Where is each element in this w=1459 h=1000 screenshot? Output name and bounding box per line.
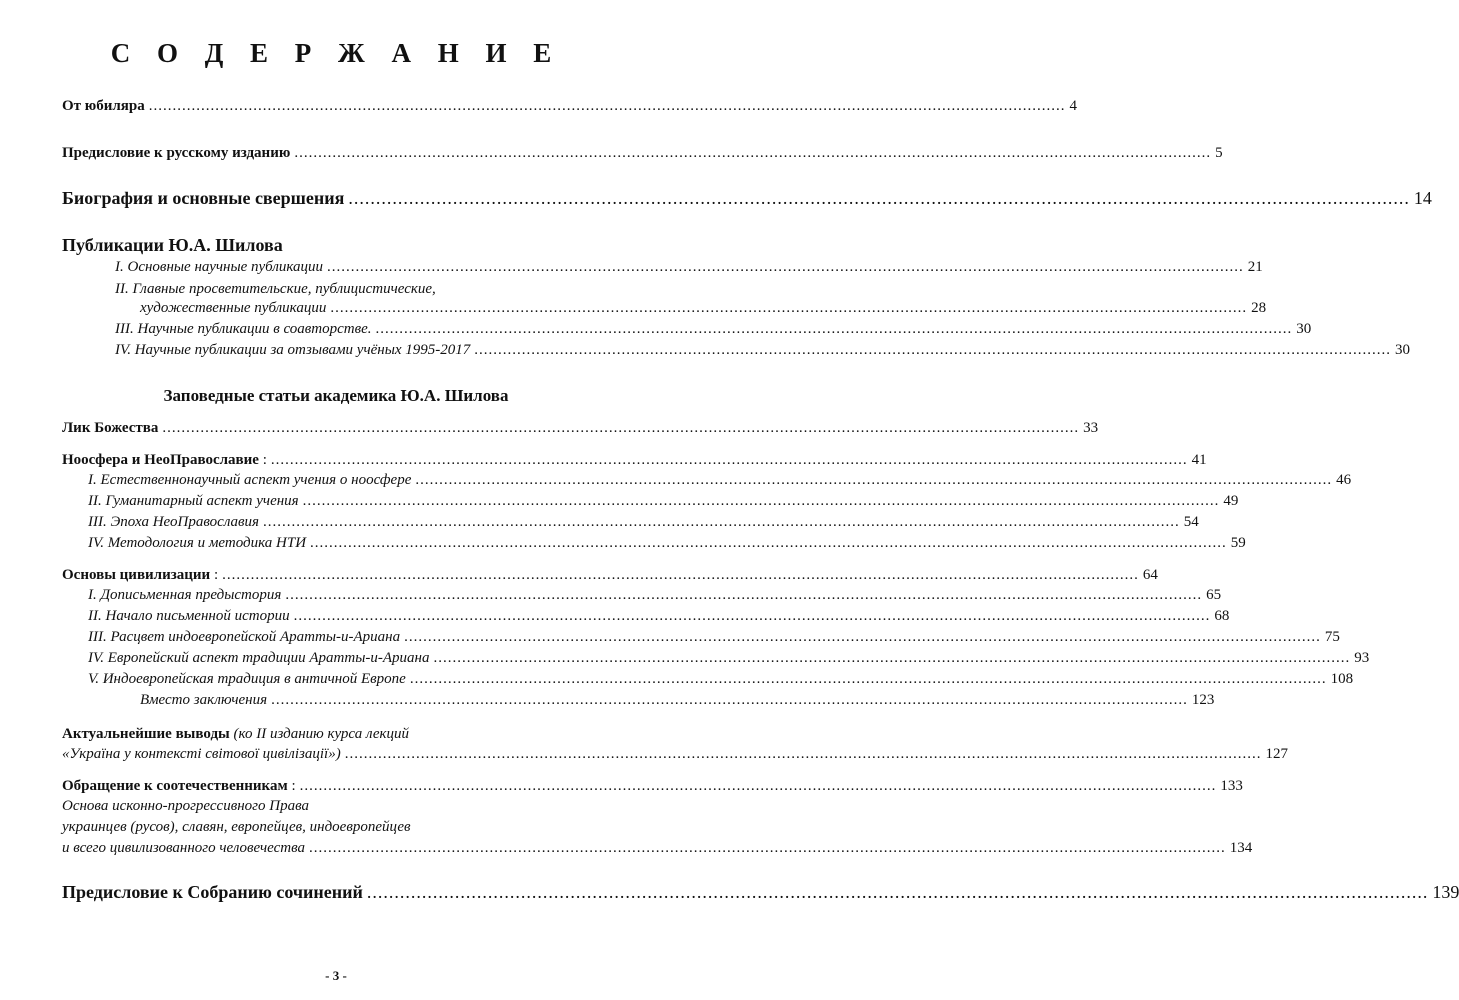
dot-leader: ................................................................................................................................................................................................. <box>415 472 1333 488</box>
entry-label: Предисловие к русскому изданию <box>62 145 291 161</box>
entry-page: 5 <box>1215 145 1223 161</box>
entry-label: Основы цивилизации <box>62 567 211 583</box>
entry-label: I. Естественнонаучный аспект учения о ноосфере <box>88 472 412 488</box>
entry-page: 30 <box>1395 342 1411 358</box>
page-title: С О Д Е Р Ж А Н И Е <box>110 38 562 68</box>
entry-page: 68 <box>1214 608 1230 624</box>
dot-leader: ................................................................................................................................................................................................. <box>327 259 1244 275</box>
section-title-publications: Публикации Ю.А. Шилова <box>62 235 283 255</box>
entry-label: Актуальнейшие выводы <box>62 726 230 742</box>
entry-page: 108 <box>1330 671 1354 687</box>
entry-label: IV. Европейский аспект традиции Аратты-и-Ариана <box>88 650 430 666</box>
entry-label: Ноосфера и НеоПравославие <box>62 452 259 468</box>
entry-label: От юбиляра <box>62 98 145 114</box>
dot-leader: ................................................................................................................................................................................................. <box>404 629 1321 645</box>
toc-entry <box>88 472 1352 489</box>
entry-label: и всего цивилизованного человечества <box>62 840 306 856</box>
entry-page: 134 <box>1229 840 1253 856</box>
entry-suffix: : <box>210 567 219 583</box>
entry-label: художественные публикации <box>140 300 327 316</box>
entry-page: 14 <box>1413 188 1432 208</box>
dot-leader: ................................................................................................................................................................................................. <box>294 145 1212 161</box>
toc-entry <box>115 321 1312 338</box>
entry-page: 49 <box>1223 493 1239 509</box>
toc-entry <box>62 452 1207 469</box>
entry-label: II. Главные просветительские, публицистические, <box>115 281 436 297</box>
entry-page: 65 <box>1206 587 1222 603</box>
entry-label: Вместо заключения <box>140 692 268 708</box>
dot-leader: ................................................................................................................................................................................................. <box>302 493 1220 509</box>
toc-entry <box>62 778 1243 795</box>
toc-entry <box>62 840 1253 857</box>
entry-label: Обращение к соотечественникам <box>62 778 288 794</box>
entry-page: 54 <box>1183 514 1199 530</box>
dot-leader: ................................................................................................................................................................................................. <box>299 778 1217 794</box>
dot-leader: ................................................................................................................................................................................................. <box>293 608 1211 624</box>
dot-leader: ................................................................................................................................................................................................. <box>148 98 1066 114</box>
toc-entry <box>115 259 1263 276</box>
section-heading: Заповедные статьи академика Ю.А. Шилова <box>163 386 509 405</box>
entry-label: II. Гуманитарный аспект учения <box>88 493 299 509</box>
toc-entry <box>88 671 1354 688</box>
dot-leader: ................................................................................................................................................................................................. <box>366 882 1429 902</box>
entry-page: 59 <box>1230 535 1246 551</box>
entry-label: Биография и основные свершения <box>62 188 345 208</box>
entry-label: III. Эпоха НеоПравославия <box>88 514 260 530</box>
entry-subtitle: (ко II изданию курса лекций <box>233 726 410 742</box>
entry-page: 139 <box>1432 882 1459 902</box>
toc-entry <box>88 629 1340 646</box>
dot-leader: ................................................................................................................................................................................................. <box>162 420 1080 436</box>
toc-entry <box>88 493 1239 510</box>
entry-suffix: : <box>258 452 267 468</box>
entry-page: 4 <box>1069 98 1078 114</box>
dot-leader: ................................................................................................................................................................................................. <box>263 514 1180 530</box>
entry-label: Основа исконно-прогрессивного Права <box>62 798 309 814</box>
entry-label: II. Начало письменной истории <box>88 608 290 624</box>
toc-entry <box>62 188 1432 209</box>
toc-entry <box>88 535 1246 552</box>
entry-page: 75 <box>1324 629 1340 645</box>
entry-page: 127 <box>1265 746 1288 762</box>
toc-entry <box>62 420 1099 437</box>
toc-entry <box>62 882 1459 903</box>
entry-label: V. Индоевропейская традиция в античной Европе <box>88 671 406 687</box>
toc-entry <box>115 342 1411 359</box>
entry-page: 30 <box>1296 321 1312 337</box>
dot-leader: ................................................................................................................................................................................................. <box>348 188 1410 208</box>
entry-label: IV. Научные публикации за отзывами учёных 1995-2017 <box>115 342 471 358</box>
entry-label: III. Расцвет индоевропейской Аратты-и-Ариана <box>88 629 401 645</box>
entry-label: IV. Методология и методика НТИ <box>88 535 307 551</box>
entry-page: 41 <box>1191 452 1207 468</box>
entry-page: 28 <box>1251 300 1267 316</box>
entry-page: 93 <box>1354 650 1370 666</box>
dot-leader: ................................................................................................................................................................................................. <box>409 671 1327 687</box>
dot-leader: ................................................................................................................................................................................................. <box>375 321 1293 337</box>
entry-page: 64 <box>1142 567 1158 583</box>
toc-entry <box>140 300 1267 317</box>
entry-label: Предисловие к Собранию сочинений <box>62 882 363 902</box>
toc-entry <box>140 692 1215 709</box>
dot-leader: ................................................................................................................................................................................................. <box>474 342 1392 358</box>
page-number: - 3 - <box>325 968 347 983</box>
toc-entry <box>62 145 1223 162</box>
toc-entry-line <box>62 726 409 743</box>
dot-leader: ................................................................................................................................................................................................. <box>271 692 1188 708</box>
entry-label: I. Дописьменная предыстория <box>88 587 282 603</box>
dot-leader: ................................................................................................................................................................................................. <box>270 452 1188 468</box>
toc-entry <box>62 746 1288 763</box>
dot-leader: ................................................................................................................................................................................................. <box>433 650 1351 666</box>
dot-leader: ................................................................................................................................................................................................. <box>310 535 1227 551</box>
dot-leader: ................................................................................................................................................................................................. <box>330 300 1248 316</box>
entry-suffix: : <box>287 778 296 794</box>
dot-leader: ................................................................................................................................................................................................. <box>222 567 1139 583</box>
toc-entry <box>88 608 1230 625</box>
entry-page: 133 <box>1220 778 1243 794</box>
toc-entry <box>88 514 1199 531</box>
dot-leader: ................................................................................................................................................................................................. <box>344 746 1262 762</box>
toc-entry <box>62 567 1158 584</box>
entry-label: I. Основные научные публикации <box>115 259 324 275</box>
entry-label: украинцев (русов), славян, европейцев, индоевропейцев <box>62 819 411 835</box>
toc-entry <box>88 650 1370 667</box>
entry-label: Лик Божества <box>62 420 159 436</box>
dot-leader: ................................................................................................................................................................................................. <box>309 840 1226 856</box>
entry-page: 46 <box>1336 472 1352 488</box>
entry-label: «Україна у контексті світової цивілізації») <box>62 746 341 762</box>
entry-page: 123 <box>1191 692 1215 708</box>
toc-entry <box>88 587 1222 604</box>
dot-leader: ................................................................................................................................................................................................. <box>285 587 1203 603</box>
entry-page: 21 <box>1247 259 1263 275</box>
entry-page: 33 <box>1083 420 1099 436</box>
toc-entry <box>62 98 1078 115</box>
entry-label: III. Научные публикации в соавторстве. <box>115 321 372 337</box>
